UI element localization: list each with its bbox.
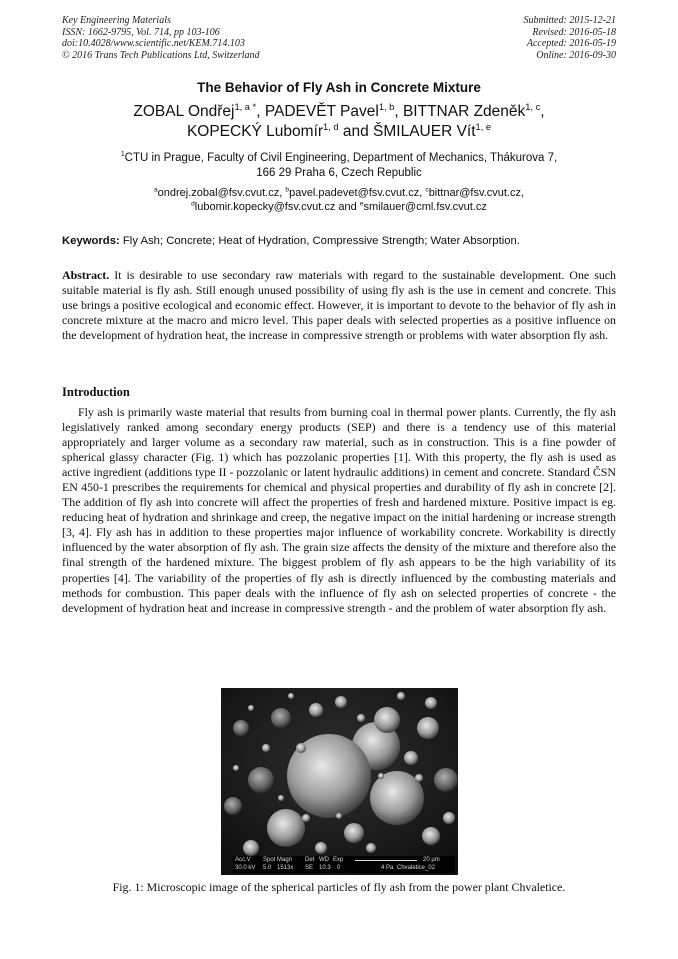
- sem-label: Det: [305, 857, 315, 863]
- email-superscript: d: [191, 200, 195, 208]
- email-link[interactable]: ondrej.zobal@fsv.cvut.cz,: [157, 187, 286, 199]
- author-name: KOPECKÝ Lubomír: [186, 123, 324, 140]
- journal-issn: ISSN: 1662-9795, Vol. 714, pp 103-106: [62, 26, 220, 38]
- sem-label: Spot Magn: [263, 857, 293, 863]
- figure-caption: Fig. 1: Microscopic image of the spherical particles of fly ash from the power plant Chvaletice.: [112, 880, 566, 894]
- sem-info-bar: [233, 856, 455, 873]
- sem-micrograph: [221, 688, 458, 875]
- email-link[interactable]: lubomir.kopecky@fsv.cvut.cz and: [194, 201, 360, 213]
- paper-title: The Behavior of Fly Ash in Concrete Mixture: [197, 80, 481, 95]
- sem-value: 30.0 kV: [235, 865, 256, 871]
- sem-value: 10.3: [319, 865, 331, 871]
- sem-value: 0: [337, 865, 341, 871]
- email-link[interactable]: pavel.padevet@fsv.cvut.cz,: [289, 187, 426, 199]
- author-superscript: 1, c: [525, 101, 541, 112]
- section-heading: Introduction: [62, 385, 130, 399]
- accepted-date: Accepted: 2016-05-19: [526, 38, 616, 50]
- sem-value: SE: [305, 865, 314, 871]
- scale-bar-label: 20 µm: [423, 857, 440, 863]
- keywords-text: Fly Ash; Concrete; Heat of Hydration, Compressive Strength; Water Absorption.: [119, 235, 520, 247]
- email-superscript: e: [359, 200, 364, 208]
- author-separator: ,: [540, 103, 545, 120]
- keywords-label: Keywords:: [62, 235, 120, 247]
- sem-value: 5.0: [263, 865, 272, 871]
- email-link[interactable]: bittnar@fsv.cvut.cz,: [428, 187, 525, 199]
- journal-name: Key Engineering Materials: [62, 15, 171, 26]
- author-superscript: 1, e: [475, 121, 492, 132]
- journal-copyright: © 2016 Trans Tech Publications Ltd, Switzerland: [62, 49, 260, 61]
- author-emails: [40, 186, 638, 214]
- affiliation-line: CTU in Prague, Faculty of Civil Engineering, Department of Mechanics, Thákurova 7,: [124, 152, 558, 164]
- email-superscript: a: [153, 186, 158, 194]
- author-name: BITTNAR Zdeněk: [402, 103, 526, 120]
- abstract: [62, 268, 616, 343]
- submitted-date: Submitted: 2015-12-21: [523, 15, 616, 26]
- keywords: [62, 235, 618, 247]
- author-superscript: 1, a *: [234, 101, 257, 112]
- author-superscript: 1, d: [323, 121, 339, 132]
- abstract-label: Abstract.: [62, 268, 110, 282]
- journal-header: [62, 15, 260, 61]
- author-separator: ,: [256, 103, 265, 120]
- affiliation: [40, 151, 638, 180]
- dates-header: [524, 15, 617, 61]
- affiliation-superscript: 1: [120, 151, 125, 159]
- email-superscript: c: [425, 186, 429, 194]
- author-superscript: 1, b: [378, 101, 395, 112]
- journal-doi: doi:10.4028/www.scientific.net/KEM.714.103: [62, 38, 245, 50]
- sem-value: 1513x: [277, 865, 294, 871]
- author-name: ZOBAL Ondřej: [133, 103, 235, 120]
- sem-label: WD: [319, 857, 329, 863]
- author-list: [40, 102, 638, 142]
- author-separator: ,: [394, 103, 403, 120]
- fly-ash-particles-image: [221, 688, 458, 875]
- sem-value: 4 Pa: [381, 865, 394, 871]
- sem-label: Acc.V: [235, 857, 251, 863]
- email-superscript: b: [285, 186, 290, 194]
- author-separator: and: [338, 123, 374, 140]
- sem-label: Exp: [333, 857, 344, 863]
- abstract-text: It is desirable to use secondary raw materials with regard to the sustainable development. One such suitable material is fly ash. Still enough unused possibility of using fly ash is the use in cement and concrete. This use brings a positive ecological and economic effect. However, it is important to devote to the behavior of fly ash in concrete mixture at the macro and micro level. This paper deals with selected properties as a positive influence on the development of hydration heat, the increase in compressive strength or problems with water absorption fly ash.: [62, 268, 616, 342]
- scale-bar: [355, 860, 417, 861]
- sem-value: Chvaletice_02: [397, 865, 436, 871]
- revised-date: Revised: 2016-05-18: [532, 26, 616, 38]
- introduction-paragraph: Fly ash is primarily waste material that results from burning coal in thermal power plants. Currently, the fly ash legislatively ranked among secondary energy products (SEP) and there is a tendency use of this material appropriately and larger volume as a secondary raw material, such as in construction. This is a fine powder of spherical glassy character (Fig. 1) which has pozzolanic properties [1]. With this property, the fly ash is used as active ingredient (additions type II - pozzolanic or latent hydraulic additions) in cement and concrete. Standard ČSN EN 450-1 prescribes the requirements for chemical and physical properties and durability of fly ash in concrete [2]. The addition of fly ash into concrete will affect the properties of fresh and hardened mixture. Positive impact is eg. reducing heat of hydration and shrinkage and creep, the negative impact on the initial hardening or increase strength [3, 4]. Fly ash has in addition to these properties major influence of workability concrete. Workability is directly influenced by the water absorption of fly ash. The grain size affects the density of the mixture and therefore also the final strength of the hardened mixture. The biggest problem of fly ash appears to be the high variability of its properties [4]. The variability of the properties of fly ash is directly influenced by the combusting materials and methods for combustion. This paper deals with the influence of fly ash on selected properties of concrete - the development of hydration heat and increase in compressive strength - and the problem of water absorption fly ash.: [62, 405, 616, 615]
- author-name: ŠMILAUER Vít: [373, 123, 476, 140]
- affiliation-line: 166 29 Praha 6, Czech Republic: [256, 166, 422, 179]
- online-date: Online: 2016-09-30: [536, 49, 616, 61]
- author-name: PADEVĚT Pavel: [264, 103, 379, 120]
- email-link[interactable]: smilauer@cml.fsv.cvut.cz: [363, 201, 487, 213]
